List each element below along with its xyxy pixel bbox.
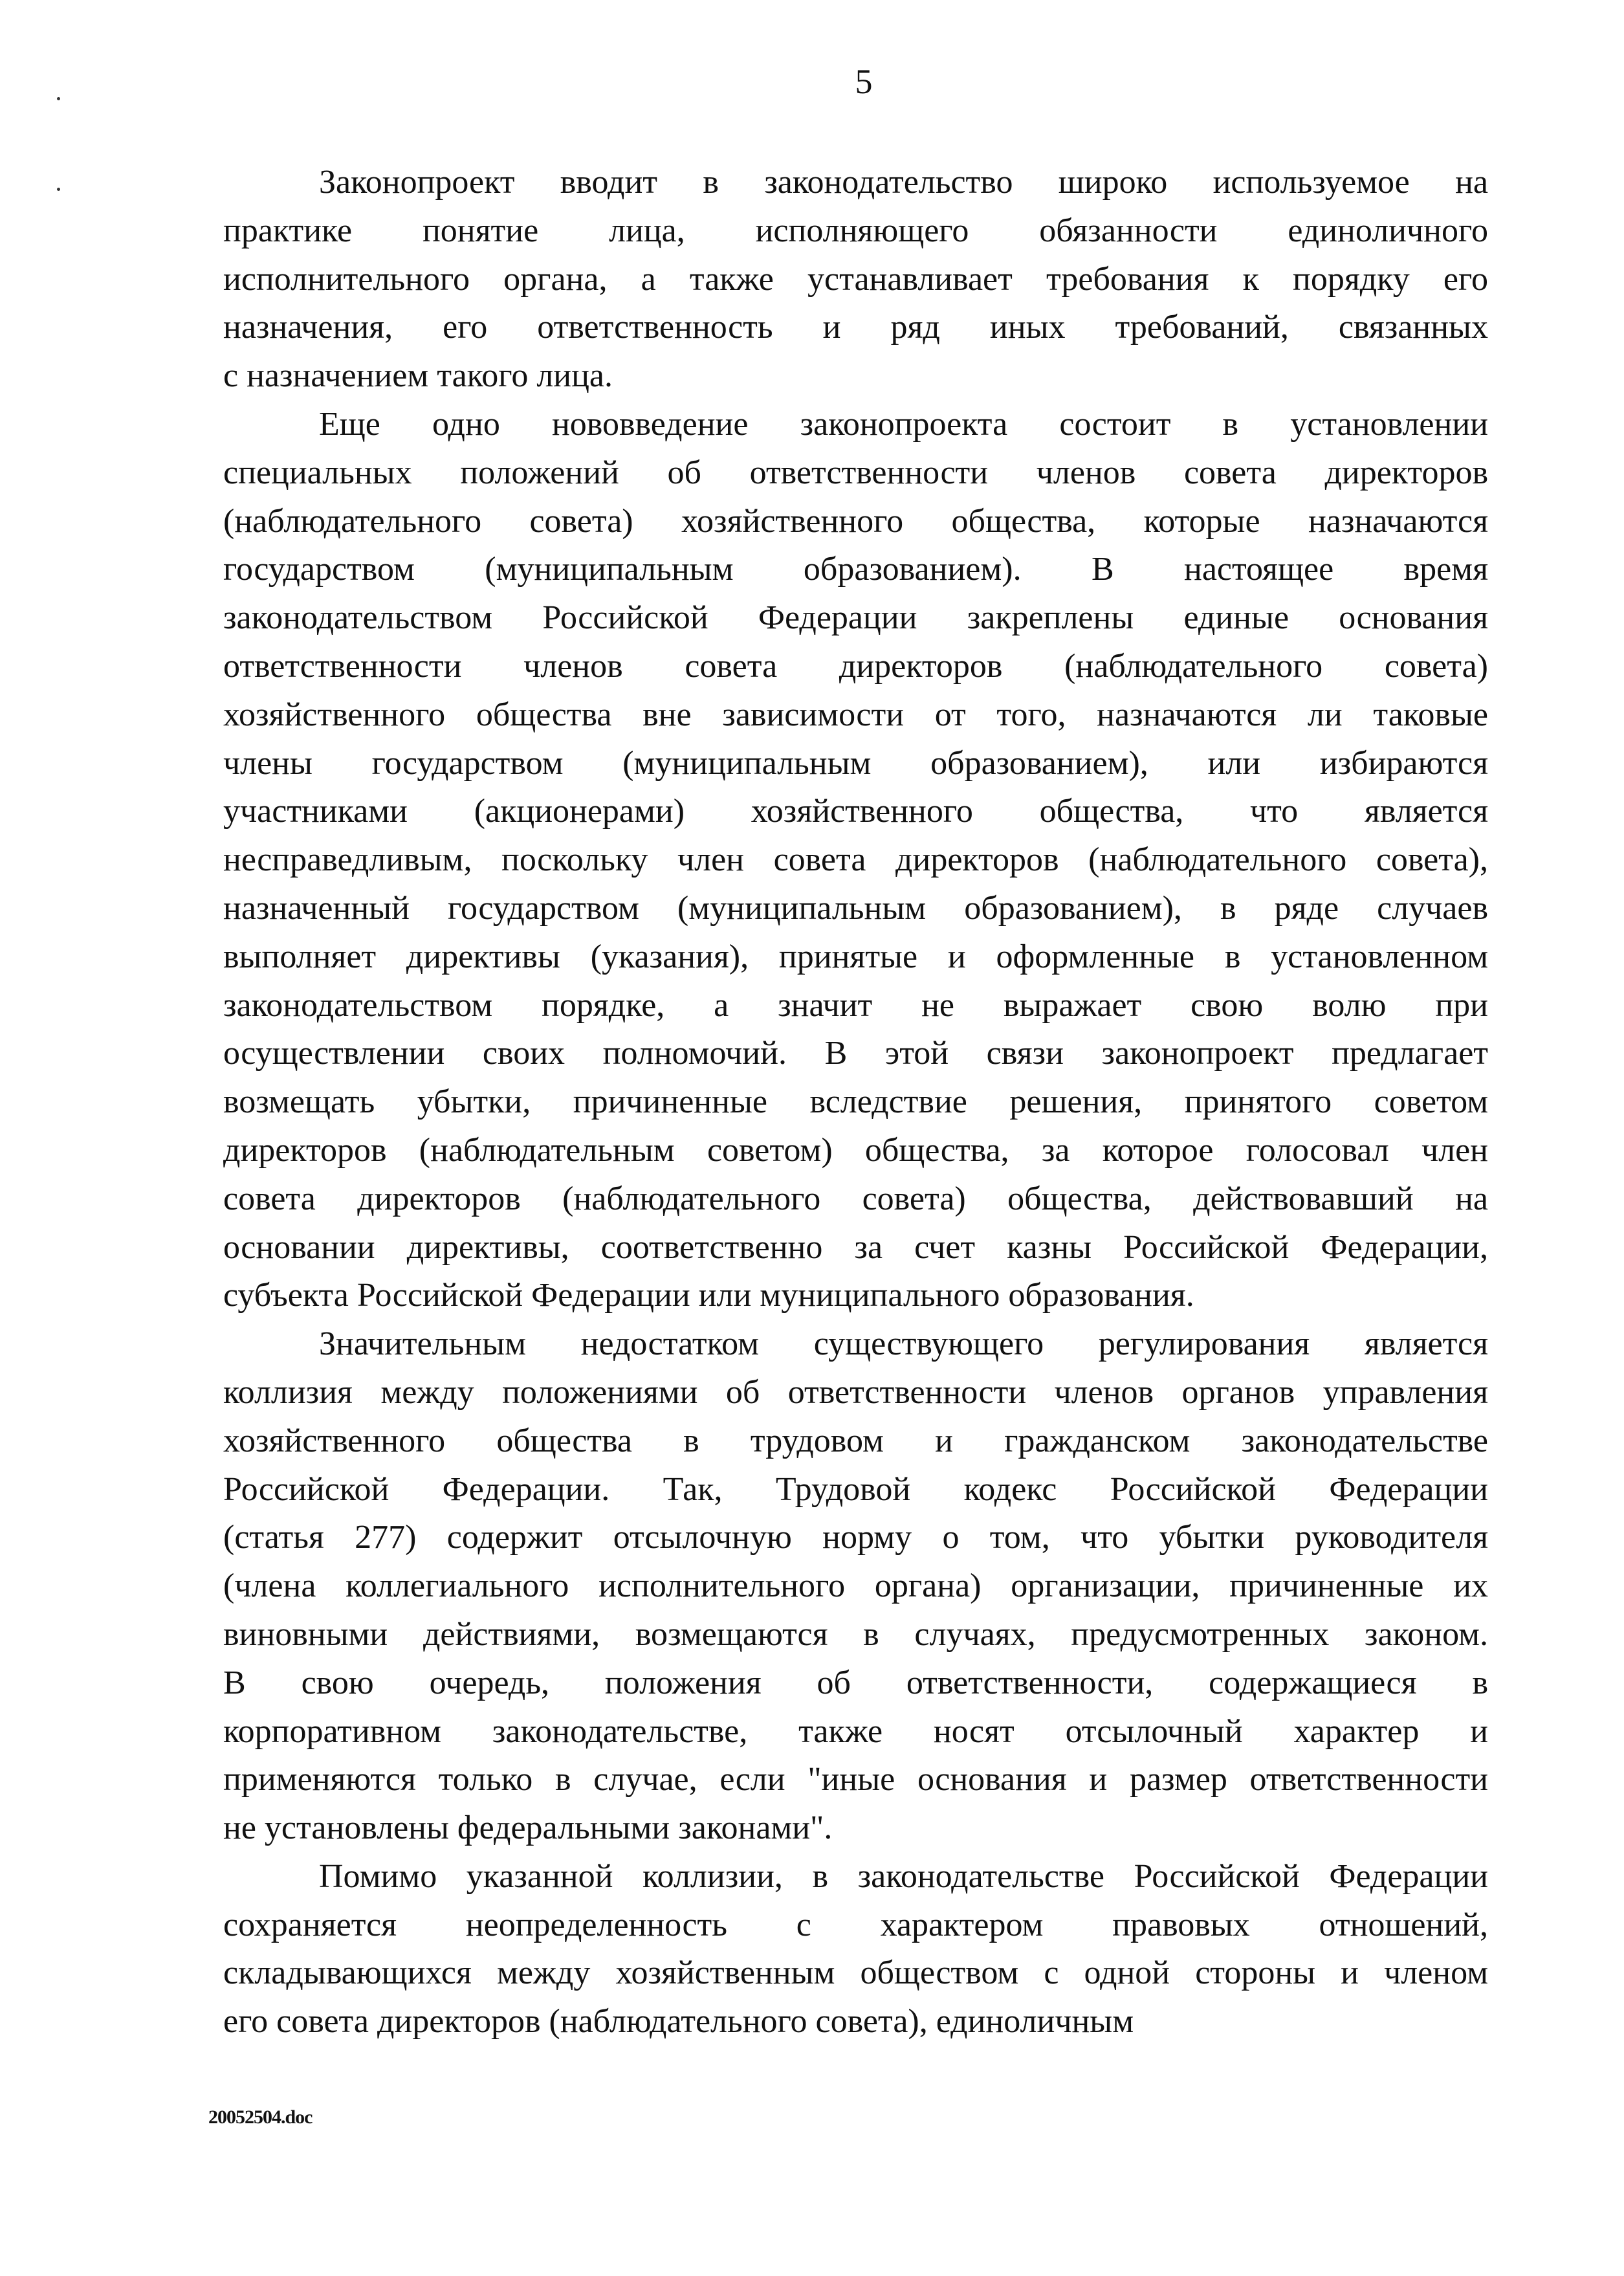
text-line: складывающихся между хозяйственным обществом с одной стороны и членом [223,1954,1488,1992]
text-line: виновными действиями, возмещаются в случаях, предусмотренных законом. [223,1615,1488,1653]
text-line: сохраняется неопределенность с характером правовых отношений, [223,1906,1488,1943]
text-line: члены государством (муниципальным образованием), или избираются [223,744,1488,782]
text-line: практике понятие лица, исполняющего обязанности единоличного [223,212,1488,249]
scan-speck [57,188,60,191]
text-line: директоров (наблюдательным советом) общества, за которое голосовал член [223,1131,1488,1169]
text-line: несправедливым, поскольку член совета директоров (наблюдательного совета), [223,841,1488,879]
text-line: его совета директоров (наблюдательного совета), единоличным [223,2003,1134,2040]
text-line: осуществлении своих полномочий. В этой связи законопроект предлагает [223,1035,1488,1072]
text-line: Значительным недостатком существующего регулирования является [319,1325,1488,1363]
text-line: возмещать убытки, причиненные вследствие решения, принятого советом [223,1083,1488,1121]
document-body [223,159,1488,2046]
text-line: совета директоров (наблюдательного совета) общества, действовавший на [223,1180,1488,1217]
paragraph [223,1320,1488,1853]
text-line: участниками (акционерами) хозяйственного общества, что является [223,793,1488,830]
text-line: хозяйственного общества вне зависимости от того, назначаются ли таковые [223,696,1488,733]
text-line: субъекта Российской Федерации или муниципального образования. [223,1277,1194,1314]
text-line: корпоративном законодательстве, также носят отсылочный характер и [223,1712,1488,1750]
text-line: Российской Федерации. Так, Трудовой кодекс Российской Федерации [223,1470,1488,1508]
text-line: ответственности членов совета директоров (наблюдательного совета) [223,647,1488,685]
paragraph [223,159,1488,401]
text-line: хозяйственного общества в трудовом и гражданском законодательстве [223,1422,1488,1459]
text-line: не установлены федеральными законами". [223,1809,833,1847]
text-line: Помимо указанной коллизии, в законодательстве Российской Федерации [319,1857,1488,1895]
text-line: исполнительного органа, а также устанавливает требования к порядку его [223,260,1488,298]
paragraph [223,401,1488,1320]
text-line: с назначением такого лица. [223,357,613,395]
text-line: законодательством порядке, а значит не выражает свою волю при [223,986,1488,1024]
text-line: назначения, его ответственность и ряд иных требований, связанных [223,309,1488,346]
text-line: (члена коллегиального исполнительного органа) организации, причиненные их [223,1567,1488,1605]
text-line: специальных положений об ответственности членов совета директоров [223,454,1488,491]
text-line: (наблюдательного совета) хозяйственного общества, которые назначаются [223,502,1488,540]
footer-filename: 20052504.doc [208,2106,313,2128]
text-line: назначенный государством (муниципальным образованием), в ряде случаев [223,889,1488,927]
text-line: основании директивы, соответственно за счет казны Российской Федерации, [223,1228,1488,1266]
paragraph [223,1853,1488,2046]
text-line: применяются только в случае, если "иные основания и размер ответственности [223,1761,1488,1798]
page-number: 5 [855,62,873,101]
text-line: государством (муниципальным образованием). В настоящее время [223,551,1488,588]
text-line: Еще одно нововведение законопроекта состоит в установлении [319,405,1488,443]
text-line: законодательством Российской Федерации закреплены единые основания [223,599,1488,637]
text-line: В свою очередь, положения об ответственности, содержащиеся в [223,1664,1488,1701]
text-line: (статья 277) содержит отсылочную норму о том, что убытки руководителя [223,1519,1488,1556]
text-line: коллизия между положениями об ответственности членов органов управления [223,1373,1488,1411]
scan-speck [57,97,60,100]
text-line: выполняет директивы (указания), принятые и оформленные в установленном [223,938,1488,975]
text-line: Законопроект вводит в законодательство широко используемое на [319,164,1488,201]
